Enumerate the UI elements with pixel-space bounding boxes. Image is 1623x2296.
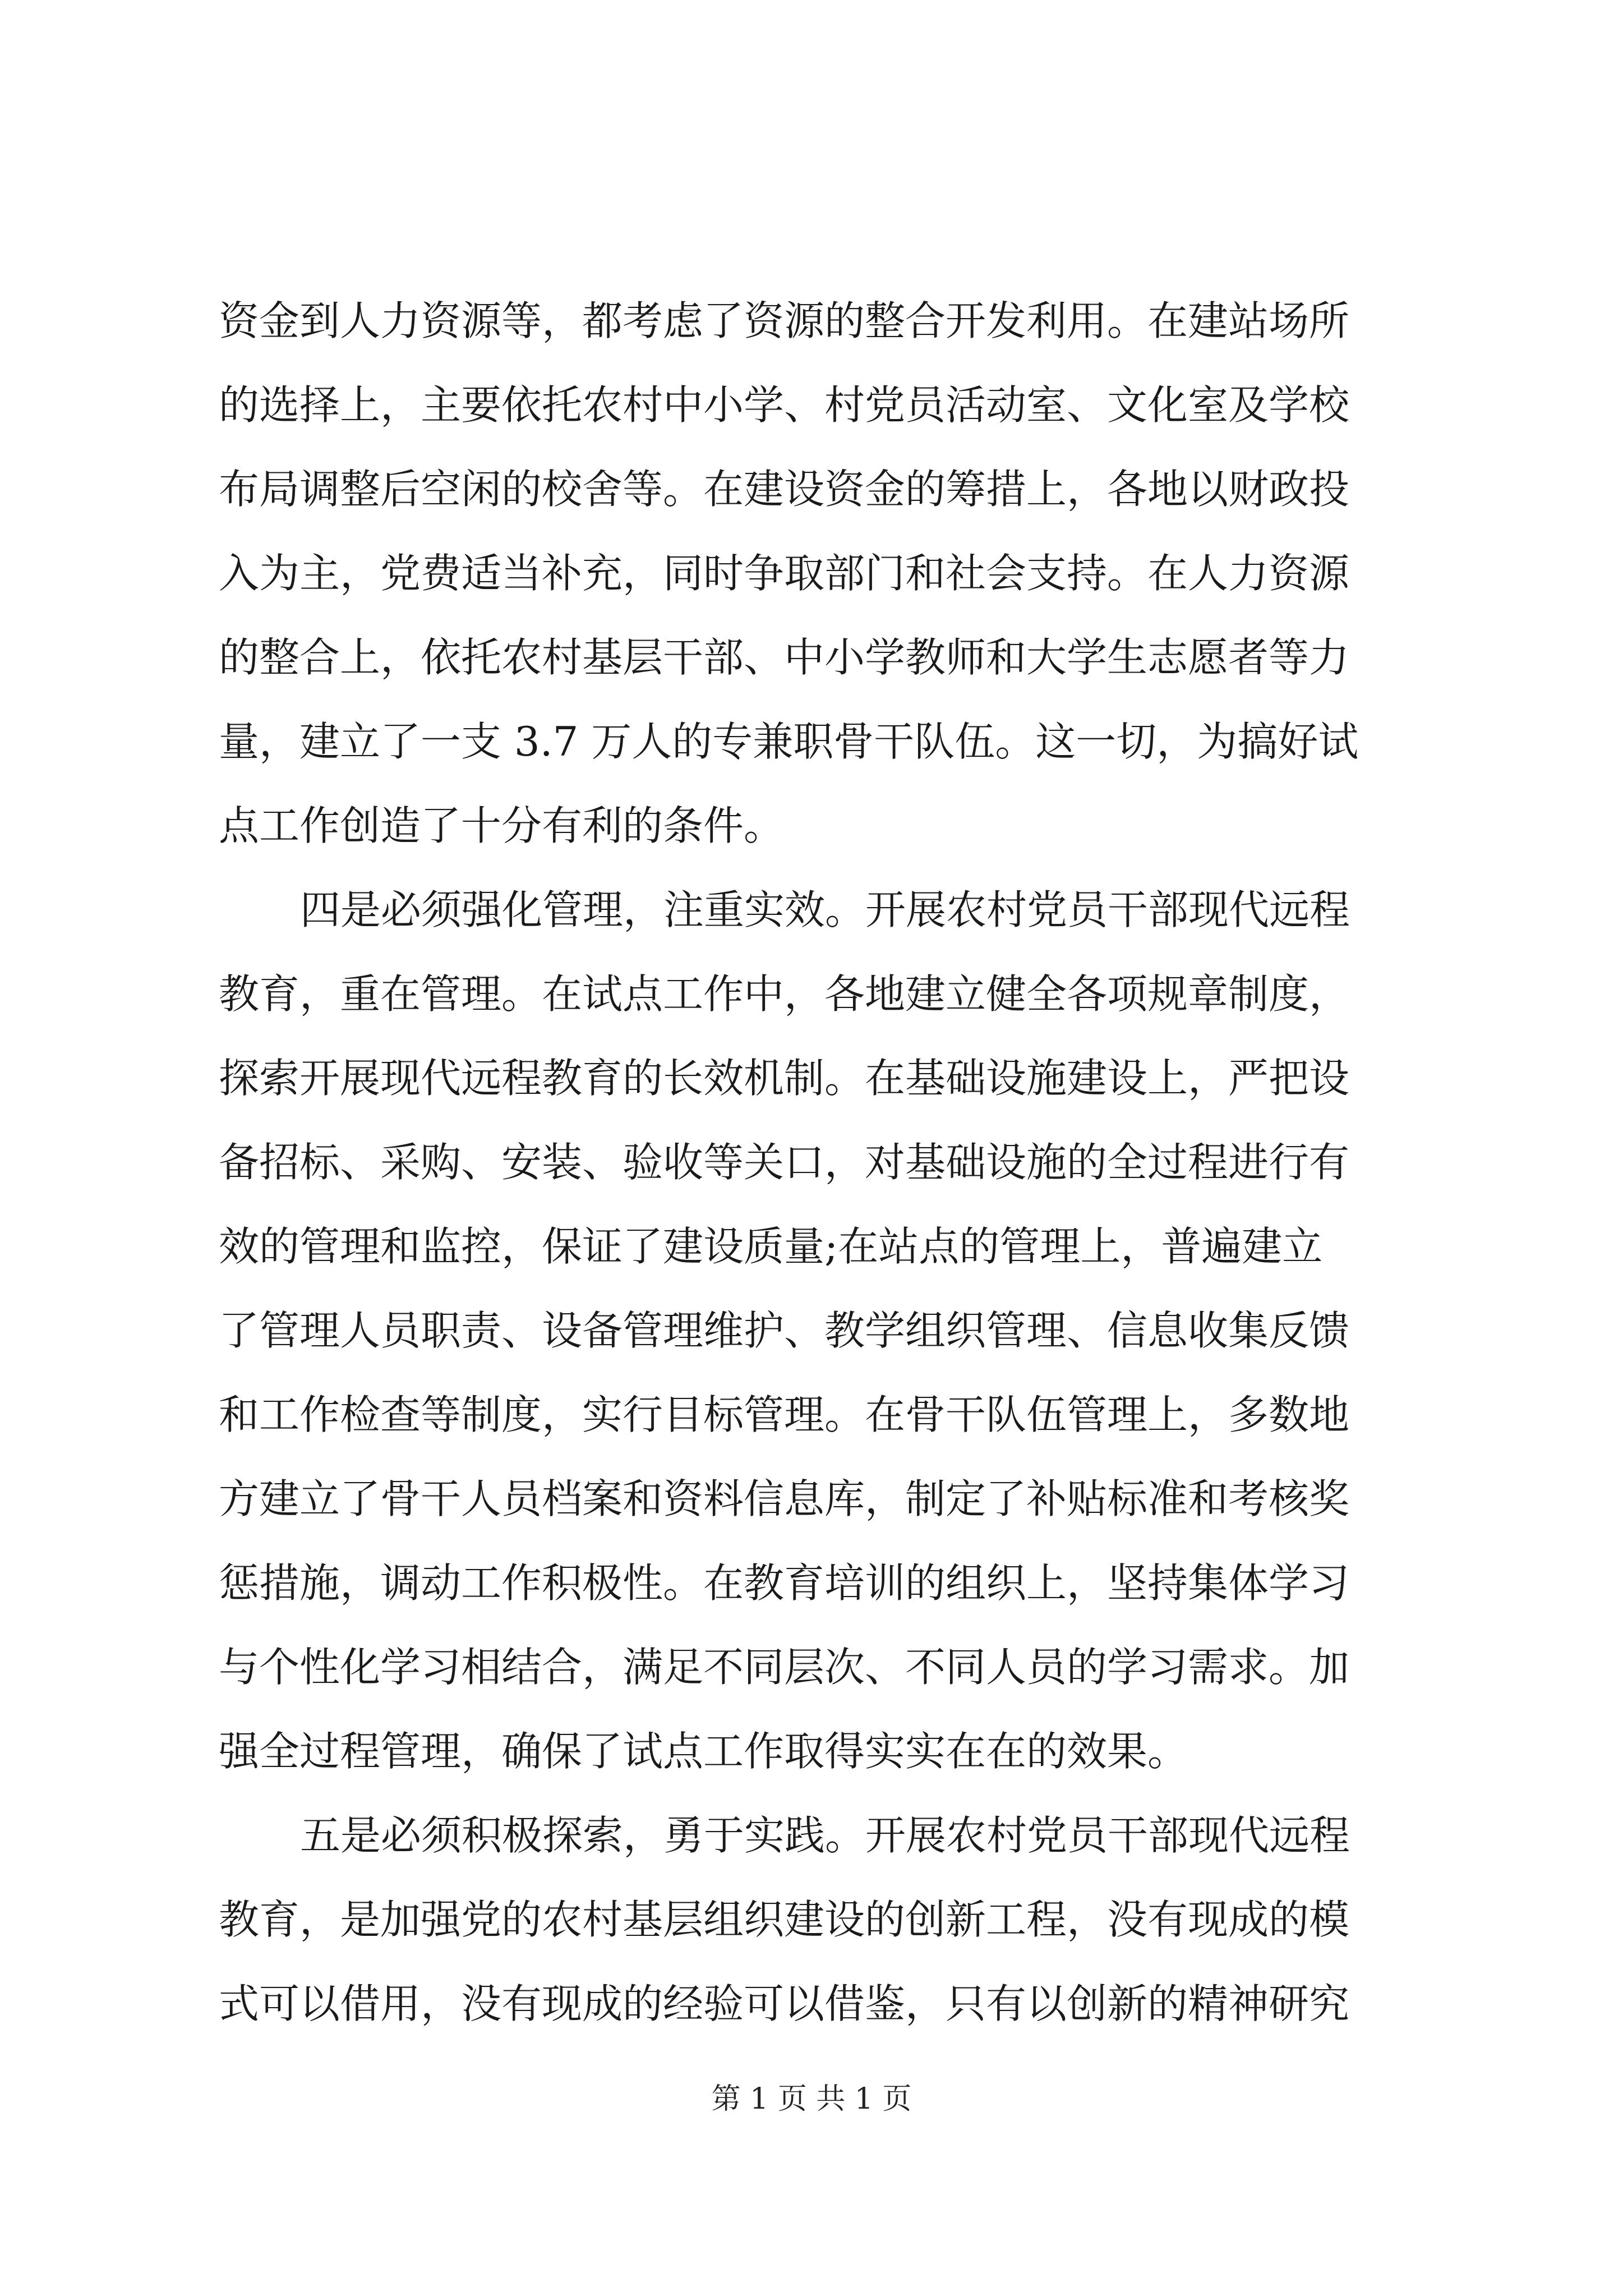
text-line-12: 效的管理和监控，保证了建设质量;在站点的管理上，普遍建立 [219,1223,1323,1270]
text-line-11: 备招标、采购、安装、验收等关口，对基础设施的全过程进行有 [219,1139,1350,1186]
text-line-9: 教育，重在管理。在试点工作中，各地建立健全各项规章制度， [219,970,1350,1018]
text-line-14: 和工作检查等制度，实行目标管理。在骨干队伍管理上，多数地 [219,1391,1350,1438]
text-line-6: 量，建立了一支 3.7 万人的专兼职骨干队伍。这一切，为搞好试 [219,718,1359,765]
text-line-4: 入为主，党费适当补充，同时争取部门和社会支持。在人力资源 [219,550,1350,597]
text-line-20: 教育，是加强党的农村基层组织建设的创新工程，没有现成的模 [219,1896,1350,1943]
text-line-15: 方建立了骨干人员档案和资料信息库，制定了补贴标准和考核奖 [219,1475,1350,1522]
text-line-7: 点工作创造了十分有利的条件。 [219,802,785,849]
text-line-21: 式可以借用，没有现成的经验可以借鉴，只有以创新的精神研究 [219,1980,1350,2027]
text-line-17: 与个性化学习相结合，满足不同层次、不同人员的学习需求。加 [219,1644,1350,1691]
text-line-1: 资金到人力资源等，都考虑了资源的整合开发利用。在建站场所 [219,297,1350,344]
text-line-13: 了管理人员职责、设备管理维护、教学组织管理、信息收集反馈 [219,1307,1350,1354]
text-line-10: 探索开展现代远程教育的长效机制。在基础设施建设上，严把设 [219,1055,1350,1102]
text-line-19: 五是必须积极探索，勇于实践。开展农村党员干部现代远程 [300,1812,1350,1859]
text-line-2: 的选择上，主要依托农村中小学、村党员活动室、文化室及学校 [219,381,1350,429]
page-footer: 第 1 页 共 1 页 [711,2082,912,2116]
text-line-5: 的整合上，依托农村基层干部、中小学教师和大学生志愿者等力 [219,634,1350,681]
text-line-8: 四是必须强化管理，注重实效。开展农村党员干部现代远程 [300,886,1350,933]
text-line-18: 强全过程管理，确保了试点工作取得实实在在的效果。 [219,1728,1188,1775]
text-line-3: 布局调整后空闲的校舍等。在建设资金的筹措上，各地以财政投 [219,466,1350,513]
text-line-16: 惩措施，调动工作积极性。在教育培训的组织上，坚持集体学习 [219,1559,1350,1607]
